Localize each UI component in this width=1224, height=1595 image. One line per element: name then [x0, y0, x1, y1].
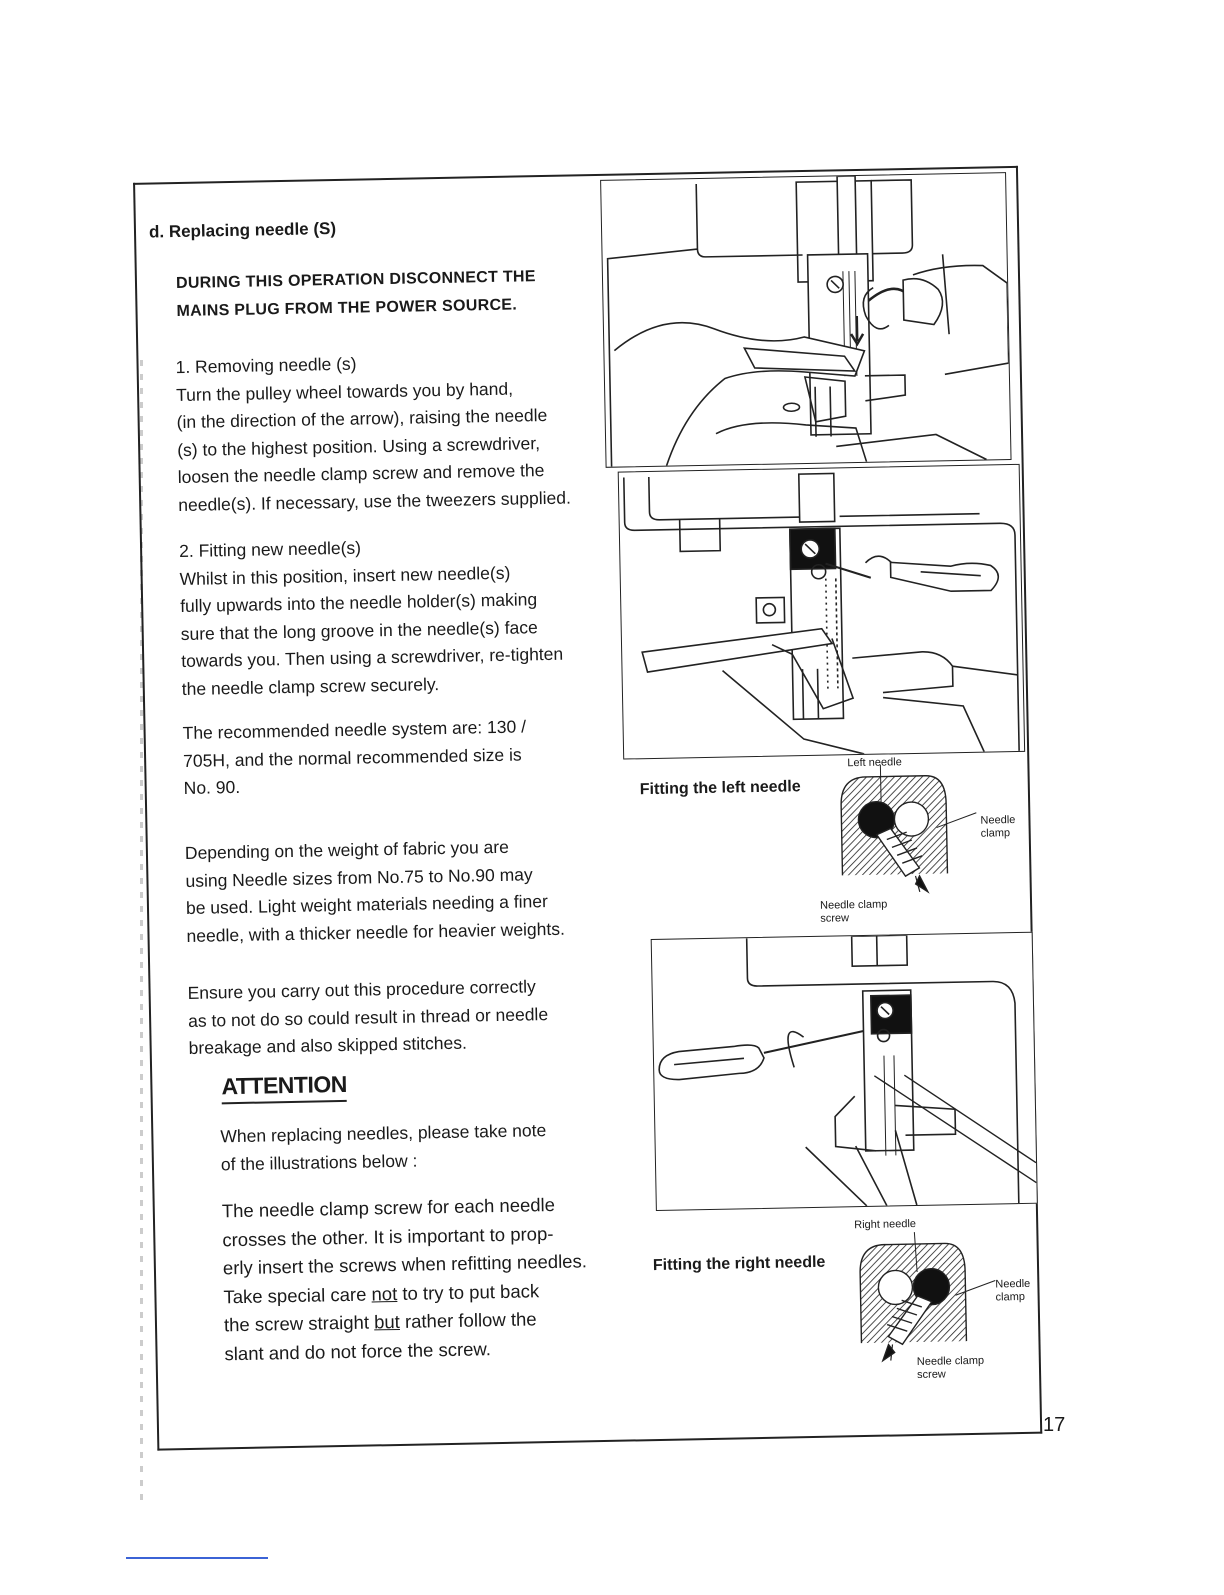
ensure-paragraph — [187, 973, 548, 1063]
left-screw-label-line-1: Needle clamp — [819, 898, 888, 912]
fitting-line-1: Whilst in this position, insert new needle(s) — [179, 562, 511, 589]
left-screw-label — [820, 899, 888, 926]
take-care-text-b: to try to put back — [397, 1279, 540, 1304]
screw-but-emphasis: but — [373, 1310, 401, 1333]
attention-body-line-3: erly insert the screws when refitting needles. — [222, 1250, 588, 1279]
left-needle-caption: Fitting the left needle — [639, 778, 801, 799]
fitting-left-needle-drawing — [619, 465, 1024, 759]
left-clamp-label-line-1: Needle — [980, 814, 1016, 827]
fitting-title: 2. Fitting new needle(s) — [178, 537, 362, 562]
right-screw-label — [917, 1355, 985, 1382]
left-needle-label: Left needle — [847, 756, 902, 770]
fitting-line-3: sure that the long groove in the needle(s) face — [180, 616, 538, 644]
figure-fitting-left-needle — [618, 464, 1025, 760]
attention-body-line-2: crosses the other. It is important to prop- — [222, 1222, 554, 1250]
sizes-line-2: using Needle sizes from No.75 to No.90 may — [185, 863, 533, 891]
attention-intro-line-1: When replacing needles, please take note — [220, 1120, 547, 1147]
attention-body — [222, 1190, 589, 1368]
frame-bottom-line — [157, 1432, 1042, 1451]
screw-text-a: the screw straight — [223, 1311, 375, 1336]
right-clamp-label-line-1: Needle — [995, 1277, 1031, 1291]
fitting-line-5: the needle clamp screw securely. — [181, 674, 440, 699]
bottom-link-underline — [126, 1557, 268, 1559]
left-clamp-label-line-2: clamp — [980, 827, 1011, 840]
power-warning — [176, 263, 537, 326]
right-screw-label-line-1: Needle clamp — [916, 1354, 985, 1369]
right-clamp-label — [995, 1278, 1030, 1305]
section-heading: d. Replacing needle (S) — [148, 218, 337, 242]
ensure-line-3: breakage and also skipped stitches. — [188, 1032, 468, 1059]
page-number: 17 — [1043, 1414, 1066, 1436]
left-clamp-label — [980, 814, 1015, 841]
removing-line-1: Turn the pulley wheel towards you by hand, — [175, 378, 514, 405]
removing-line-5: needle(s). If necessary, use the tweezers supplied. — [178, 487, 572, 516]
take-care-text-a: Take special care — [223, 1282, 372, 1307]
attention-body-line-6: slant and do not force the screw. — [224, 1337, 492, 1364]
sizes-line-3: be used. Light weight materials needing a finer — [185, 891, 549, 919]
figure-fitting-right-needle — [651, 932, 1038, 1211]
recommended-line-2: 705H, and the normal recommended size is — [182, 744, 522, 771]
left-screw-label-line-2: screw — [820, 912, 850, 925]
figure-removing-needle — [600, 172, 1011, 468]
attention-body-line-1: The needle clamp screw for each needle — [221, 1193, 556, 1222]
fitting-needle-section — [179, 531, 564, 704]
warning-line-1: DURING THIS OPERATION DISCONNECT THE — [175, 268, 536, 293]
fitting-right-needle-drawing — [652, 933, 1037, 1210]
needle-sizes-paragraph — [185, 833, 565, 951]
frame-left-line — [133, 183, 159, 1451]
screw-text-b: rather follow the — [399, 1308, 537, 1332]
recommended-needle-paragraph — [182, 713, 527, 802]
attention-heading: ATTENTION — [221, 1071, 347, 1104]
fitting-line-2: fully upwards into the needle holder(s) making — [180, 589, 538, 617]
fitting-line-4: towards you. Then using a screwdriver, re-tighten — [181, 644, 564, 672]
removing-line-3: (s) to the highest position. Using a screwdriver, — [177, 432, 541, 460]
removing-line-4: loosen the needle clamp screw and remove the — [177, 460, 545, 488]
right-screw-label-line-2: screw — [916, 1368, 946, 1382]
ensure-line-2: as to not do so could result in thread or needle — [187, 1003, 549, 1031]
removing-title: 1. Removing needle (s) — [175, 353, 357, 378]
warning-line-2: MAINS PLUG FROM THE POWER SOURCE. — [176, 296, 518, 321]
right-needle-caption: Fitting the right needle — [652, 1253, 826, 1275]
right-needle-label: Right needle — [854, 1218, 917, 1232]
right-clamp-label-line-2: clamp — [995, 1290, 1026, 1304]
removing-needle-drawing — [601, 173, 1010, 467]
removing-line-2: (in the direction of the arrow), raising the needle — [176, 405, 548, 433]
ensure-line-1: Ensure you carry out this procedure correctly — [187, 976, 536, 1003]
recommended-line-1: The recommended needle system are: 130 / — [182, 716, 527, 743]
sizes-line-4: needle, with a thicker needle for heavier weights. — [186, 918, 566, 946]
recommended-line-3: No. 90. — [183, 777, 241, 799]
take-care-not-emphasis: not — [371, 1282, 398, 1304]
attention-intro-line-2: of the illustrations below : — [220, 1150, 418, 1174]
sizes-line-1: Depending on the weight of fabric you are — [184, 836, 510, 863]
removing-needle-section — [175, 347, 571, 520]
attention-intro — [220, 1117, 547, 1178]
